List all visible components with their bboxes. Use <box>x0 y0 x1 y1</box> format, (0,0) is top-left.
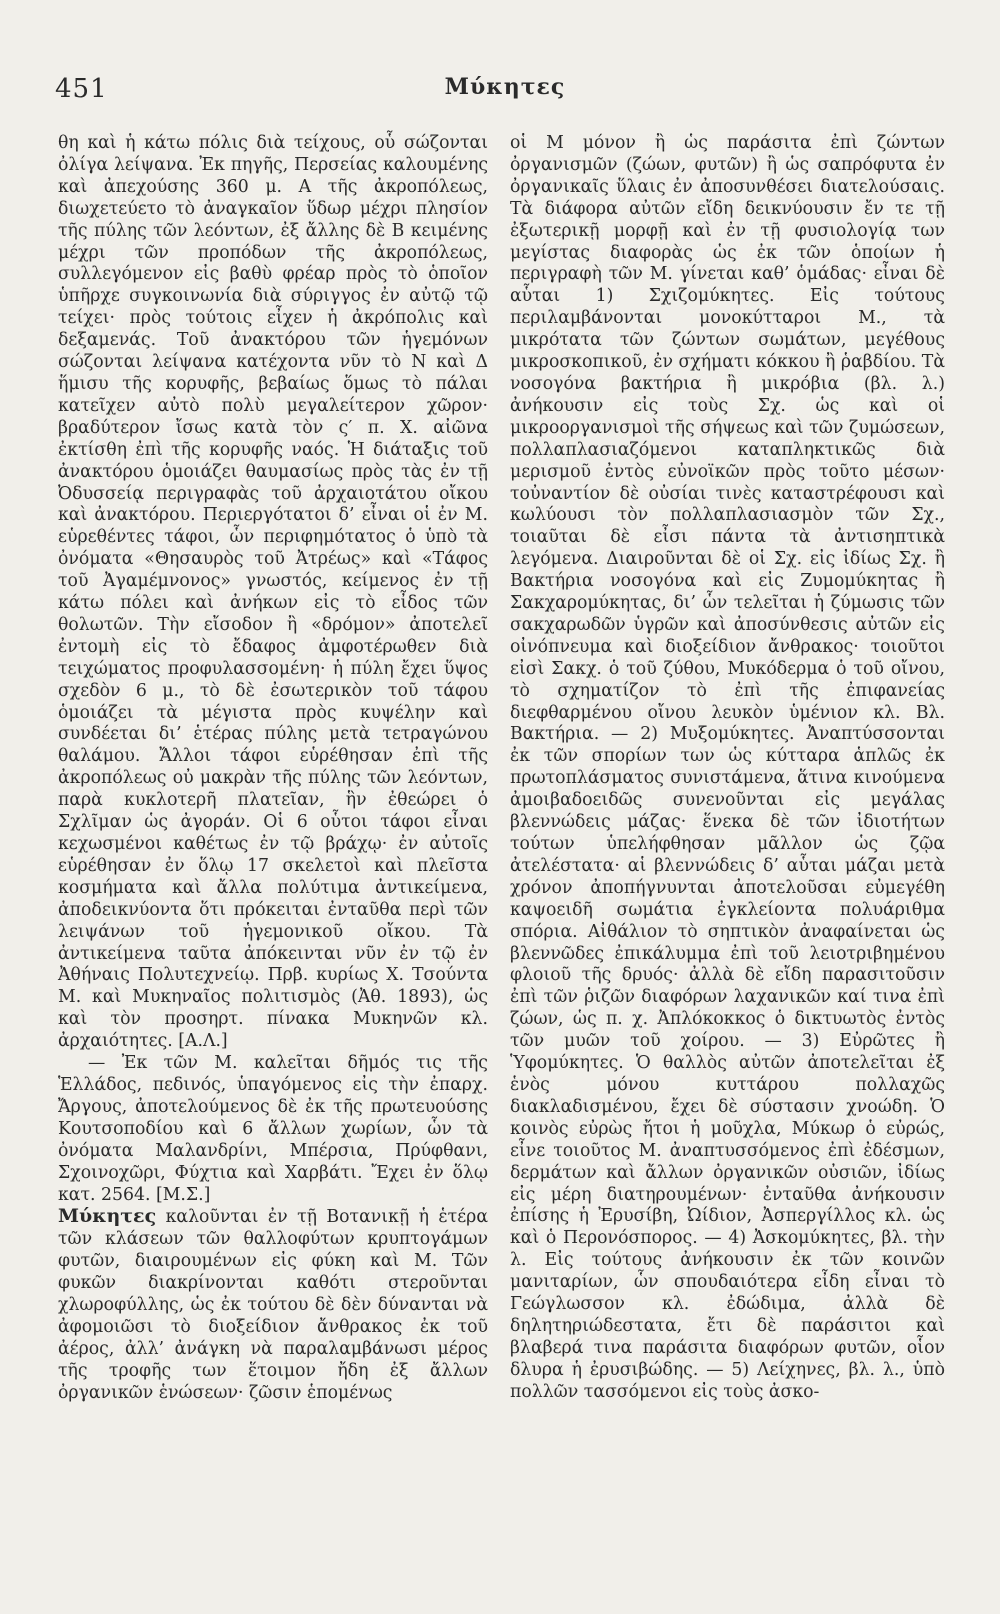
paragraph: — Ἐκ τῶν Μ. καλεῖται δῆμός τις τῆς Ἑλλάδος, πεδινός, ὑπαγόμενος εἰς τὴν ἐπαρχ. Ἄργους, ἀποτελούμενος δὲ ἐκ τῆς πρωτευούσης Κουτσοποδίου καὶ 6 ἄλλων χωρίων, ὧν τὰ ὀνόματα Μαλανδρίνι, Μπέρσια, Πρύφθανι, Σχοινοχῶρι, Φύχτια καὶ Χαρβάτι. Ἔχει ἐν ὅλῳ κατ. 2564. [Μ.Σ.] <box>58 1053 488 1205</box>
paragraph: οἱ Μ μόνον ἢ ὡς παράσιτα ἐπὶ ζώντων ὀργανισμῶν (ζώων, φυτῶν) ἢ ὡς σαπρόφυτα ἐν ὀργανικαῖς ὕλαις ἐν ἀποσυνθέσει διατελούσαις. Τὰ διάφορα αὐτῶν εἴδη δεικνύουσιν ἔν τε τῇ ἐξωτερικῇ μορφῇ καὶ ἐν τῇ φυσιολογίᾳ των μεγίστας διαφορὰς ὡς ἐκ τῶν ὁποίων ἡ περιγραφὴ τῶν Μ. γίνεται καθ’ ὁμάδας· εἶναι δὲ αὗται 1) Σχιζομύκητες. Εἰς τούτους περιλαμβάνονται μονοκύτταροι Μ., τὰ μικρότατα τῶν ζώντων σωμάτων, μεγέθους μικροσκοπικοῦ, ἐν σχήματι κόκκου ἢ ῥαβδίου. Τὰ νοσογόνα βακτήρια ἢ μικρόβια (βλ. λ.) ἀνήκουσιν εἰς τοὺς Σχ. ὡς καὶ οἱ μικροοργανισμοὶ τῆς σήψεως καὶ τῶν ζυμώσεων, πολλαπλασιαζόμενοι καταπληκτικῶς διὰ μερισμοῦ ἐντὸς εὐνοϊκῶν πρὸς τοῦτο μέσων· τοὐναντίον δὲ οὐσίαι τινὲς καταστρέφουσι καὶ κωλύουσι τὸν πολλαπλασιασμὸν τῶν Σχ., τοιαῦται δὲ εἶσι πάντα τὰ ἀντισηπτικὰ λεγόμενα. Διαιροῦνται δὲ οἱ Σχ. εἰς ἰδίως Σχ. ἢ Βακτήρια νοσογόνα καὶ εἰς Ζυμομύκητας ἢ Σακχαρομύκητας, δι’ ὧν τελεῖται ἡ ζύμωσις τῶν σακχαρωδῶν ὑγρῶν καὶ ἀποσύνθεσις αὐτῶν εἰς οἰνόπνευμα καὶ διοξείδιον ἄνθρακος· τοιοῦτοι εἰσὶ Σακχ. ὁ τοῦ ζύθου, Μυκόδερμα ὁ τοῦ οἴνου, τὸ σχηματίζον τὸ ἐπὶ τῆς ἐπιφανείας διεφθαρμένου οἴνου λευκὸν ὑμένιον κλ. Βλ. Βακτήρια. — 2) Μυξομύκητες. Ἀναπτύσσονται ἐκ τῶν σπορίων των ὡς κύτταρα ἁπλῶς ἐκ πρωτοπλάσματος συνιστάμενα, ἅτινα κινούμενα ἀμοιβαδοειδῶς συνενοῦνται εἰς μεγάλας βλεννώδεις μάζας· ἕνεκα δὲ τῶν ἰδιοτήτων τούτων ὑπελήφθησαν μᾶλλον ὡς ζῷα ἀτελέστατα· αἱ βλεννώδεις δ’ αὗται μάζαι μετὰ χρόνον ἀποπήγνυνται ἀποτελοῦσαι εὐμεγέθη καψοειδῆ σωμάτια ἐγκλείοντα πολυάριθμα σπόρια. Αἰθάλιον τὸ σηπτικὸν ἀναφαίνεται ὡς βλεννῶδες ἐπικάλυμμα ἐπὶ τοῦ λειοτριβημένου φλοιοῦ τῆς δρυός· ἀλλὰ δὲ εἴδη παρασιτοῦσιν ἐπὶ τῶν ῥιζῶν διαφόρων λαχανικῶν καί τινα ἐπὶ ζώων, ὡς π. χ. Ἀπλόκοκκος ὁ δικτυωτὸς ἐντὸς τῶν μυῶν τοῦ χοίρου. — 3) Εὐρῶτες ἢ Ὑφομύκητες. Ὁ θαλλὸς αὐτῶν ἀποτελεῖται ἐξ ἑνὸς μόνου κυττάρου πολλαχῶς διακλαδισμένου, ἔχει δὲ σύστασιν χνοώδη. Ὁ κοινὸς εὐρὼς ἤτοι ἡ μοῦχλα, Μύκωρ ὁ εὐρώς, εἶνε τοιοῦτος Μ. ἀναπτυσσόμενος ἐπὶ ἐδέσμων, δερμάτων καὶ ἄλλων ὀργανικῶν οὐσιῶν, ἰδίως εἰς μέρη διατηρουμένων· ἐνταῦθα ἀνήκουσιν ἐπίσης ἡ Ἐρυσίβη, Ὠίδιον, Ἀσπεργίλλος κλ. ὡς καὶ ὁ Περονόσπορος. — 4) Ἀσκομύκητες, βλ. τὴν λ. Εἰς τούτους ἀνήκουσιν ἐκ τῶν κοινῶν μανιταρίων, ὧν σπουδαιότερα εἶδη εἶναι τὸ Γεώγλωσσον κλ. ἐδώδιμα, ἀλλὰ δὲ δηλητηριώδεστατα, ἔτι δὲ παράσιτοι καὶ βλαβερά τινα παράσιτα διαφόρων φυτῶν, οἷον δλυρα ἡ ἐρυσιβώδης. — 5) Λείχηνες, βλ. λ., ὑπὸ πολλῶν τασσόμενοι εἰς τοὺς ἀσκο- <box>510 133 945 1402</box>
paragraph: θη καὶ ἡ κάτω πόλις διὰ τείχους, οὗ σώζονται ὀλίγα λείψανα. Ἐκ πηγῆς, Περσείας καλουμένης καὶ ἀπεχούσης 360 μ. Α τῆς ἀκροπόλεως, διωχετεύετο τὸ ἀναγκαῖον ὕδωρ μέχρι πλησίον τῆς πύλης τῶν λεόντων, ἐξ ἄλλης δὲ Β κειμένης μέχρι τῶν προπόδων τῆς ἀκροπόλεως, συλλεγόμενον εἰς βαθὺ φρέαρ πρὸς τὸ ὁποῖον ὑπῆρχε συγκοινωνία διὰ σύριγγος ἐν αὐτῷ τῷ τείχει· πρὸς τούτοις εἶχεν ἡ ἀκρόπολις καὶ δεξαμενάς. Τοῦ ἀνακτόρου τῶν ἡγεμόνων σώζονται λείψανα κατέχοντα νῦν τὸ Ν καὶ Δ ἥμισυ τῆς κορυφῆς, βεβαίως ὅμως τὸ πάλαι κατεῖχεν αὐτὸ πολὺ μεγαλείτερον χῶρον· βραδύτερον ἴσως κατὰ τὸν ς′ π. Χ. αἰῶνα ἐκτίσθη ἐπὶ τῆς κορυφῆς ναός. Ἡ διάταξις τοῦ ἀνακτόρου ὁμοιάζει θαυμασίως πρὸς τὰς ἐν τῇ Ὀδυσσείᾳ περιγραφὰς τοῦ ἀρχαιοτάτου οἴκου καὶ ἀνακτόρου. Περιεργότατοι δ’ εἶναι οἱ ἐν Μ. εὑρεθέντες τάφοι, ὧν περιφημότατος ὁ ὑπὸ τὰ ὀνόματα «Θησαυρὸς τοῦ Ἀτρέως» καὶ «Τάφος τοῦ Ἀγαμέμνονος» γνωστός, κείμενος ἐν τῇ κάτω πόλει καὶ ἀνήκων εἰς τὸ εἶδος τῶν θολωτῶν. Τὴν εἴσοδον ἢ «δρόμον» ἀποτελεῖ ἐντομὴ εἰς τὸ ἔδαφος ἀμφοτέρωθεν διὰ τειχώματος προφυλασσομένη· ἡ πύλη ἔχει ὕψος σχεδὸν 6 μ., τὸ δὲ ἐσωτερικὸν τοῦ τάφου ὁμοιάζει τὰ μέγιστα πρὸς κυψέλην καὶ συνδέεται δι’ ἑτέρας πύλης μετὰ τετραγώνου θαλάμου. Ἄλλοι τάφοι εὑρέθησαν ἐπὶ τῆς ἀκροπόλεως οὐ μακρὰν τῆς πύλης τῶν λεόντων, παρὰ κυκλοτερῆ πλατεῖαν, ἣν ἐθεώρει ὁ Σχλῖμαν ὡς ἀγοράν. Οἱ 6 οὗτοι τάφοι εἶναι κεχωσμένοι καθέτως ἐν τῷ βράχῳ· ἐν αὐτοῖς εὑρέθησαν ἐν ὅλῳ 17 σκελετοὶ καὶ πλεῖστα κοσμήματα καὶ ἄλλα πολύτιμα ἀντικείμενα, ἀποδεικνύοντα ὅτι πρόκειται ἐνταῦθα περὶ τῶν λειψάνων τοῦ ἡγεμονικοῦ οἴκου. Τὰ ἀντικείμενα ταῦτα ἀπόκεινται νῦν ἐν τῷ ἐν Ἀθήναις Πολυτεχνείῳ. Πρβ. κυρίως Χ. Τσούντα Μ. καὶ Μυκηναῖος πολιτισμὸς (Ἀθ. 1893), ὡς καὶ τὸν προσηρτ. πίνακα Μυκηνῶν κλ. ἀρχαιότητες. [Α.Λ.] <box>58 133 488 1052</box>
entry-paragraph <box>58 1206 488 1404</box>
right-column <box>510 133 945 1404</box>
running-head: Μύκητες <box>444 74 566 100</box>
left-column <box>58 133 488 1405</box>
page-number: 451 <box>55 74 108 104</box>
page-header <box>55 74 955 114</box>
entry-text: καλοῦνται ἐν τῇ Βοτανικῇ ἡ ἑτέρα τῶν κλάσεων τῶν θαλλοφύτων κρυπτογάμων φυτῶν, διαιρουμένων εἰς φύκη καὶ Μ. Τῶν φυκῶν διακρίνονται καθότι στεροῦνται χλωροφύλλης, ὡς ἐκ τούτου δὲ δὲν δύνανται νὰ ἀφομοιῶσι τὸ διοξείδιον ἄνθρακος ἐκ τοῦ ἀέρος, ἀλλ’ ἀνάγκη νὰ παραλαμβάνωσι μέρος τῆς τροφῆς των ἕτοιμον ἤδη ἐξ ἄλλων ὀργανικῶν ἑνώσεων· ζῶσιν ἑπομένως <box>58 1207 488 1403</box>
entry-headword: Μύκητες <box>58 1205 157 1228</box>
